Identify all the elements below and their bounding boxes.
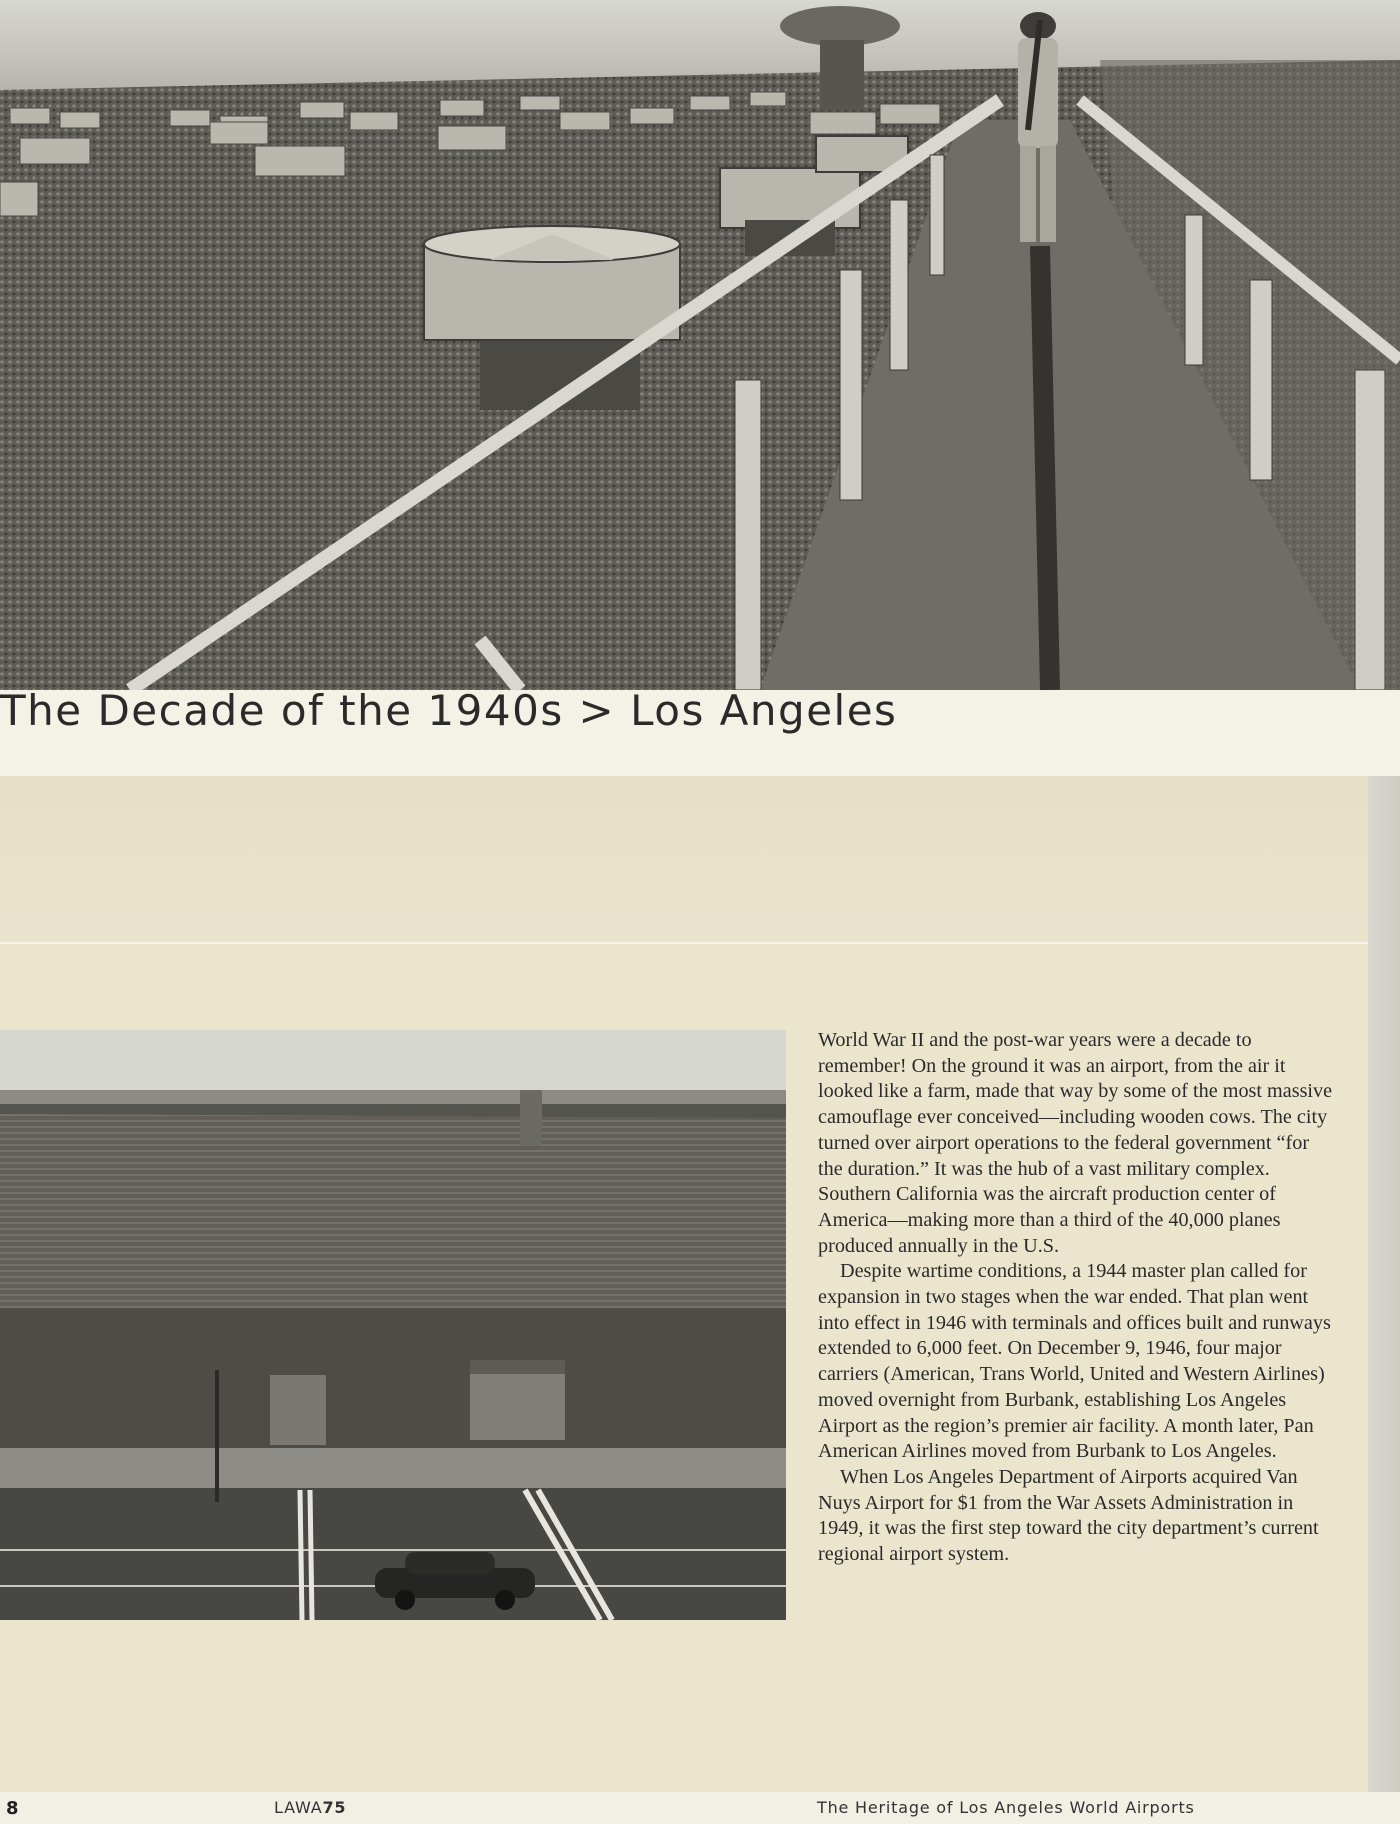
publication-brand	[274, 1798, 346, 1817]
top-photo-illustration	[0, 0, 1400, 690]
article-paragraph: Despite wartime conditions, a 1944 master plan called for expansion in two stages when the war ended. That plan went into effect in 1946 with terminals and offices built and runways extended to 6,000 feet. On December 9, 1946, four major carriers (American, Trans World, United and Western Airlines) moved overnight from Burbank, establishing Los Angeles Airport as the region’s premier air facility. A month later, Pan American Airlines moved from Burbank to Los Angeles.	[818, 1260, 1331, 1463]
article-paragraph: When Los Angeles Department of Airports acquired Van Nuys Airport for $1 from the War Assets Administration in 1949, it was the first step toward the city department’s current regional airport system.	[818, 1465, 1319, 1566]
bottom-photo-illustration	[0, 1030, 786, 1620]
page-number: 8	[6, 1798, 20, 1819]
running-title: The Heritage of Los Angeles World Airports	[817, 1798, 1195, 1817]
top-archival-photo	[0, 0, 1400, 690]
decorative-band	[0, 776, 1400, 944]
article-body	[818, 1028, 1338, 1568]
article-paragraph: World War II and the post-war years were a decade to remember! On the ground it was an airport, from the air it looked like a farm, made that way by some of the most massive camouflage ever conceived—including wooden cows. The city turned over airport operations to the federal government “for the duration.” It was the hub of a vast military complex. Southern California was the aircraft production center of America—making more than a third of the 40,000 planes produced annually in the U.S.	[818, 1029, 1333, 1257]
bottom-archival-photo	[0, 1030, 786, 1620]
page-edge	[1368, 776, 1400, 1792]
page-title: The Decade of the 1940s > Los Angeles	[0, 686, 898, 735]
brand-prefix: LAWA	[274, 1798, 323, 1817]
brand-number: 75	[322, 1798, 347, 1817]
